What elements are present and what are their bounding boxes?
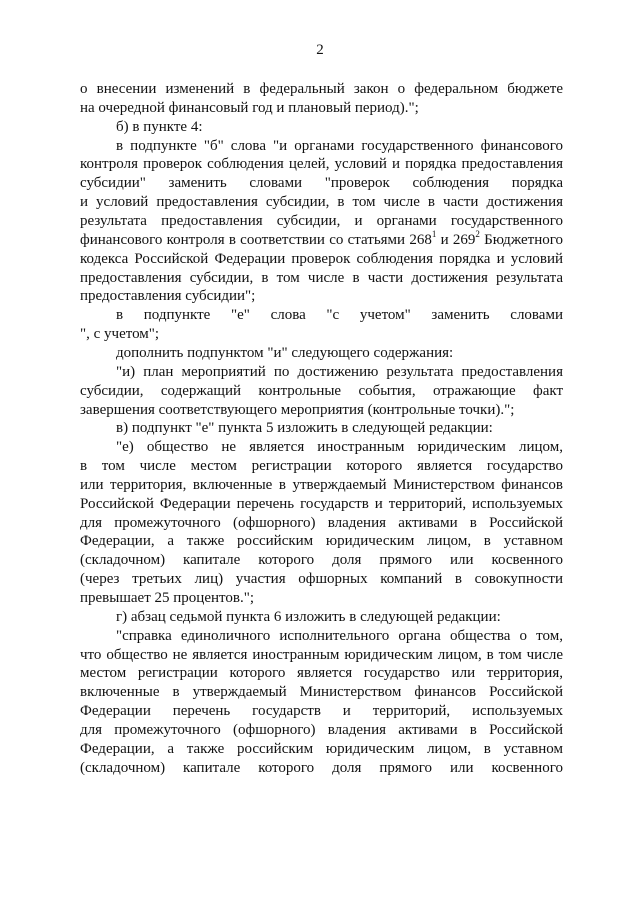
text-line: субсидии, содержащий контрольные события, отражающие факт — [80, 382, 563, 399]
text-line: "и) план мероприятий по достижению результата предоставления — [116, 363, 563, 380]
text-line: "справка единоличного исполнительного органа общества о том, — [116, 627, 563, 644]
text-line: "е) общество не является иностранным юридическим лицом, — [116, 439, 563, 456]
text-line: Федерации перечень государств и территорий, используемых — [80, 703, 563, 720]
text-line: результата предоставления субсидии, и органами государственного — [80, 213, 563, 229]
text-line: о внесении изменений в федеральный закон о федеральном бюджете — [80, 81, 563, 97]
text-line: что общество не является иностранным юридическим лицом, в том числе — [80, 646, 563, 663]
text-line: Федерации, а также российским юридическим лицом, в уставном — [80, 533, 563, 550]
text-line: ", с учетом"; — [80, 326, 160, 343]
text-line: для промежуточного (офшорного) владения активами в Российской — [80, 721, 563, 738]
text-line: субсидии" заменить словами "проверок соблюдения порядка — [80, 175, 563, 192]
text-line: в том числе местом регистрации которого является государство — [80, 458, 563, 474]
text-line: дополнить подпунктом "и" следующего содержания: — [116, 344, 454, 361]
text-line: предоставления субсидии, в том числе в части достижения результата — [80, 269, 563, 286]
text-line: в) подпункт "е" пункта 5 изложить в следующей редакции: — [116, 420, 493, 437]
text-line: превышает 25 процентов."; — [80, 590, 254, 606]
text-line: (складочном) капитале которого доля прямого или косвенного — [80, 759, 563, 776]
text-line: или территория, включенные в утверждаемый Министерством финансов — [80, 476, 563, 493]
text-line: для промежуточного (офшорного) владения активами в Российской — [80, 514, 563, 531]
text-line: финансового контроля в соответствии со статьями $268^1$ и $269^2$ Бюджетного — [80, 228, 563, 248]
text-line: контроля проверок соблюдения целей, условий и порядка предоставления — [80, 156, 563, 173]
text-line: б) в пункте 4: — [116, 118, 203, 135]
text-line: на очередной финансовый год и плановый период)."; — [80, 99, 419, 116]
text-line: Федерации, а также российским юридическим лицом, в уставном — [80, 740, 563, 757]
text-line: в подпункте "е" слова "с учетом" заменить словами — [116, 307, 563, 324]
text-line: Российской Федерации перечень государств и территорий, используемых — [80, 495, 563, 512]
text-line: местом регистрации которого является государство или территория, — [80, 665, 563, 682]
text-line: кодекса Российской Федерации проверок соблюдения порядка и условий — [80, 250, 563, 267]
text-line: и условий предоставления субсидии, в том числе в части достижения — [80, 194, 563, 211]
text-line: г) абзац седьмой пункта 6 изложить в следующей редакции: — [116, 608, 501, 625]
text-line: предоставления субсидии"; — [80, 288, 256, 305]
text-line: (складочном) капитале которого доля прямого или косвенного — [80, 552, 563, 569]
text-line: (через третьих лиц) участия офшорных компаний в совокупности — [80, 571, 563, 588]
text-line: включенные в утверждаемый Министерством финансов Российской — [80, 684, 563, 701]
page-number: 2 — [316, 42, 324, 58]
text-line: в подпункте "б" слова "и органами государственного финансового — [116, 137, 563, 154]
text-line: завершения соответствующего мероприятия (контрольные точки)."; — [80, 401, 515, 418]
